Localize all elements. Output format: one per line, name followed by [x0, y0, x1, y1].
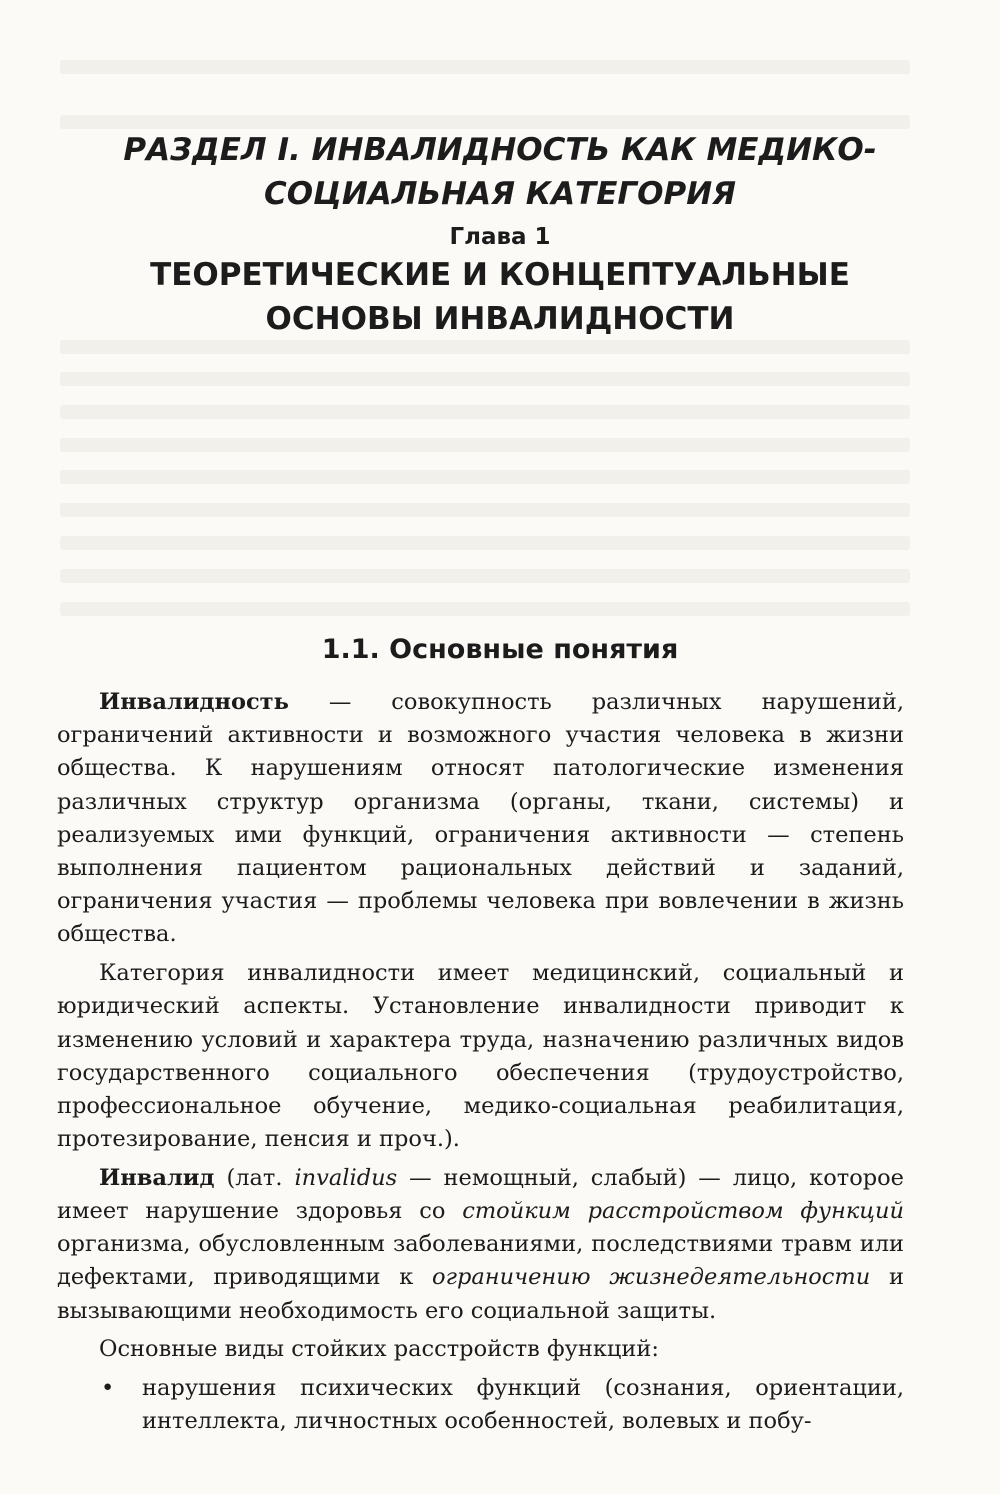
paragraph-text: организма, обусловленным заболеваниями, последствиями травм или дефектами, приводящими к: [57, 1231, 904, 1291]
paragraph-text: — совокупность различных нарушений, ограничений активности и возможного участия человека в жизни общества. К нарушениям относят патологические изменения различных структур организма (органы, ткани, системы) и реализуемых ими функций, ограничения активности — степень выполнения пациентом рациональных действий и заданий, ограничения участия — проблемы человека при вовлечении в жизнь общества.: [57, 689, 904, 948]
disorder-types-list: [57, 1372, 904, 1438]
section-title: [0, 128, 1000, 216]
paragraph-disability-aspects: Категория инвалидности имеет медицинский, социальный и юридический аспекты. Установление инвалидности приводит к изменению условий и характера труда, назначению различных видов государственного социального обеспечения (трудоустройство, профессиональное обучение, медико-социальная реабилитация, протезирование, пенсия и проч.).: [57, 960, 904, 1153]
term-disabled-person: Инвалид: [99, 1164, 215, 1191]
paragraph-text: (лат.: [214, 1164, 295, 1191]
list-item-text: нарушения психических функций (сознания, ориентации, интеллекта, личностных особенностей, волевых и побу-: [142, 1375, 904, 1435]
paragraph-disorder-types-intro: Основные виды стойких расстройств функций:: [99, 1336, 659, 1363]
chapter-title: [0, 253, 1000, 341]
chapter-label: Глава 1: [449, 224, 551, 250]
emphasis-life-limitation: ограничению жизнедеятельности: [432, 1264, 871, 1291]
latin-word: invalidus: [294, 1164, 398, 1191]
paragraph-disability-definition: [57, 686, 904, 952]
section-title-line1: РАЗДЕЛ I. ИНВАЛИДНОСТЬ КАК МЕДИКО-: [123, 132, 877, 168]
paragraph-text: — немощный, слабый) — лицо, которое имеет нарушение здоровья со: [57, 1164, 905, 1225]
bullet-icon: •: [101, 1375, 115, 1402]
chapter-title-line2: ОСНОВЫ ИНВАЛИДНОСТИ: [265, 301, 735, 337]
body-text: [57, 686, 904, 1438]
paragraph-disabled-person-definition: [57, 1162, 904, 1328]
subsection-title: 1.1. Основные понятия: [321, 634, 679, 665]
section-title-line2: СОЦИАЛЬНАЯ КАТЕГОРИЯ: [263, 176, 737, 212]
emphasis-persistent-disorder: стойким расстройством функций: [462, 1198, 904, 1225]
paragraph-text: и вызывающими необходимость его социальной защиты.: [57, 1264, 904, 1324]
term-disability: Инвалидность: [99, 689, 289, 715]
list-item: [57, 1372, 904, 1438]
chapter-title-line1: ТЕОРЕТИЧЕСКИЕ И КОНЦЕПТУАЛЬНЫЕ: [150, 257, 850, 293]
